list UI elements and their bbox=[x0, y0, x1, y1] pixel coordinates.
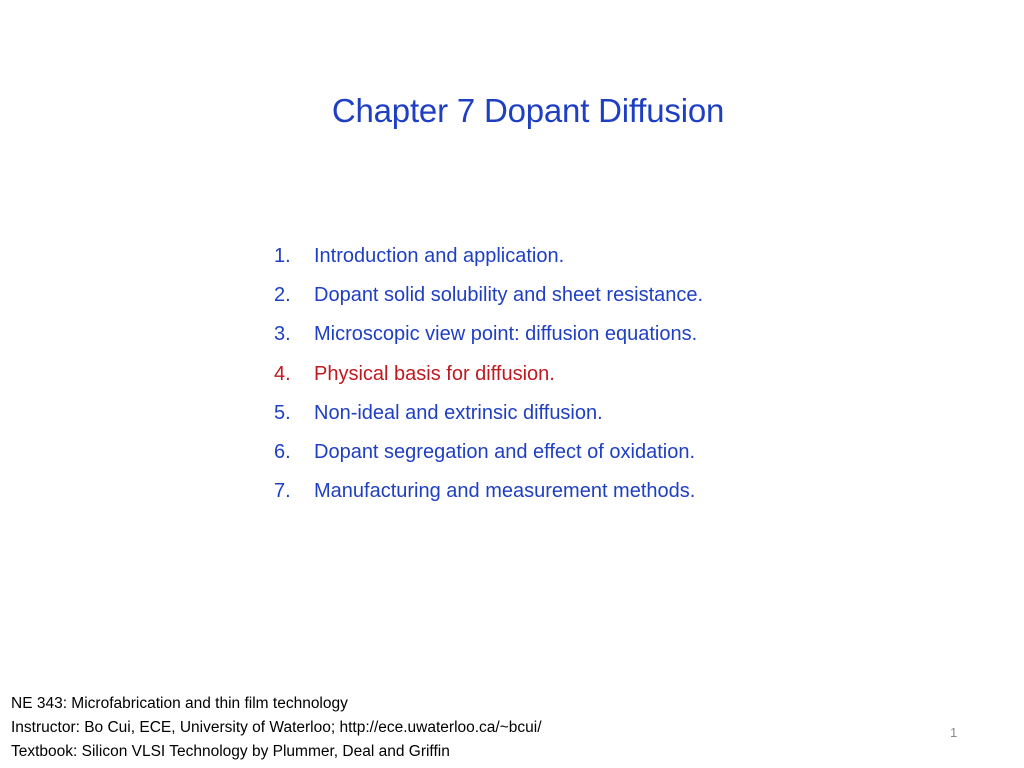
footer-course: NE 343: Microfabrication and thin film technology bbox=[11, 695, 348, 712]
outline-item-number: 1. bbox=[274, 245, 291, 267]
outline-item-text: Dopant segregation and effect of oxidation. bbox=[314, 440, 696, 463]
footer-textbook: Textbook: Silicon VLSI Technology by Plummer, Deal and Griffin bbox=[11, 743, 450, 760]
chapter-outline bbox=[274, 245, 703, 519]
outline-item-text: Physical basis for diffusion. bbox=[314, 362, 555, 385]
outline-item-2 bbox=[274, 284, 703, 323]
outline-item-text: Dopant solid solubility and sheet resistance. bbox=[314, 284, 704, 307]
outline-item-4-current bbox=[274, 363, 703, 402]
footer-instructor: Instructor: Bo Cui, ECE, University of Waterloo; http://ece.uwaterloo.ca/~bcui/ bbox=[11, 719, 542, 736]
outline-item-number: 3. bbox=[274, 323, 291, 346]
outline-item-number: 6. bbox=[274, 440, 291, 463]
outline-item-text: Non-ideal and extrinsic diffusion. bbox=[314, 401, 603, 424]
outline-item-number: 7. bbox=[274, 480, 291, 503]
outline-item-number: 5. bbox=[274, 401, 291, 424]
outline-item-text: Manufacturing and measurement methods. bbox=[314, 480, 696, 503]
course-footer bbox=[11, 692, 542, 764]
outline-item-1 bbox=[274, 245, 703, 284]
outline-item-number: 2. bbox=[274, 284, 291, 307]
outline-item-5 bbox=[274, 402, 703, 441]
outline-item-text: Introduction and application. bbox=[314, 245, 565, 267]
outline-item-7 bbox=[274, 480, 703, 519]
page-number: 1 bbox=[950, 725, 958, 740]
outline-item-3 bbox=[274, 323, 703, 362]
slide-title: Chapter 7 Dopant Diffusion bbox=[331, 92, 725, 129]
outline-item-text: Microscopic view point: diffusion equations. bbox=[314, 323, 698, 346]
outline-item-number: 4. bbox=[274, 362, 291, 385]
outline-item-6 bbox=[274, 441, 703, 480]
